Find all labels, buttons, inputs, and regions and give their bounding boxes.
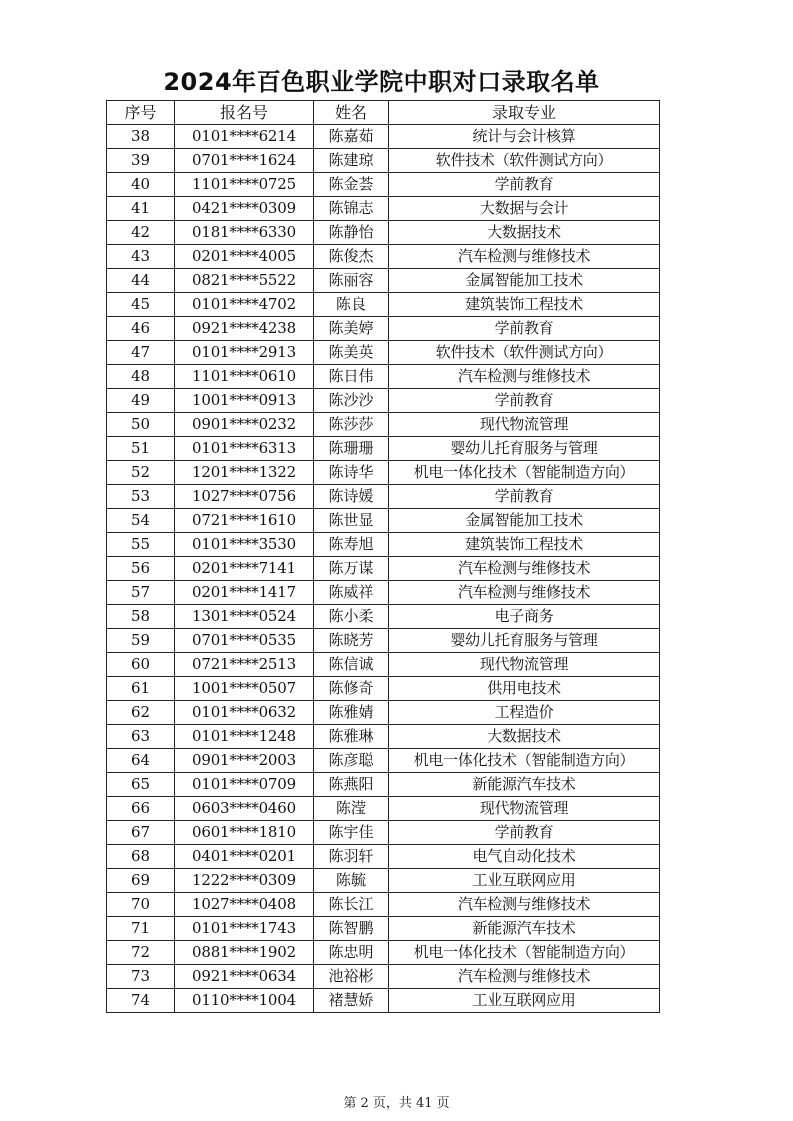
cell-name: 陈锦志 — [314, 197, 389, 221]
cell-regno: 0601****1810 — [175, 821, 314, 845]
cell-major: 汽车检测与维修技术 — [389, 557, 660, 581]
cell-seq: 53 — [107, 485, 175, 509]
cell-major: 学前教育 — [389, 389, 660, 413]
cell-major: 金属智能加工技术 — [389, 509, 660, 533]
cell-seq: 63 — [107, 725, 175, 749]
cell-regno: 0401****0201 — [175, 845, 314, 869]
table-row — [107, 941, 660, 965]
cell-regno: 0821****5522 — [175, 269, 314, 293]
cell-name: 陈彦聪 — [314, 749, 389, 773]
cell-regno: 0101****2913 — [175, 341, 314, 365]
table-row — [107, 773, 660, 797]
cell-regno: 1027****0756 — [175, 485, 314, 509]
cell-seq: 41 — [107, 197, 175, 221]
table-row — [107, 965, 660, 989]
cell-major: 大数据与会计 — [389, 197, 660, 221]
cell-regno: 0721****2513 — [175, 653, 314, 677]
cell-major: 建筑装饰工程技术 — [389, 293, 660, 317]
cell-major: 大数据技术 — [389, 725, 660, 749]
cell-major: 大数据技术 — [389, 221, 660, 245]
page-footer: 第 2 页，共 41 页 — [343, 1096, 450, 1111]
cell-seq: 47 — [107, 341, 175, 365]
table-row — [107, 605, 660, 629]
table-row — [107, 437, 660, 461]
table-row — [107, 725, 660, 749]
cell-regno: 0701****0535 — [175, 629, 314, 653]
table-row — [107, 485, 660, 509]
cell-regno: 1222****0309 — [175, 869, 314, 893]
cell-major: 婴幼儿托育服务与管理 — [389, 437, 660, 461]
cell-seq: 58 — [107, 605, 175, 629]
cell-name: 陈丽容 — [314, 269, 389, 293]
cell-major: 新能源汽车技术 — [389, 773, 660, 797]
cell-seq: 57 — [107, 581, 175, 605]
table-row — [107, 653, 660, 677]
cell-seq: 52 — [107, 461, 175, 485]
cell-major: 建筑装饰工程技术 — [389, 533, 660, 557]
cell-name: 陈日伟 — [314, 365, 389, 389]
cell-name: 陈燕阳 — [314, 773, 389, 797]
table-row — [107, 365, 660, 389]
cell-name: 陈万谋 — [314, 557, 389, 581]
table-row — [107, 173, 660, 197]
cell-regno: 1027****0408 — [175, 893, 314, 917]
table-row — [107, 989, 660, 1013]
cell-regno: 0721****1610 — [175, 509, 314, 533]
cell-seq: 38 — [107, 125, 175, 149]
cell-regno: 0701****1624 — [175, 149, 314, 173]
cell-major: 现代物流管理 — [389, 413, 660, 437]
cell-name: 陈寿旭 — [314, 533, 389, 557]
cell-major: 工业互联网应用 — [389, 989, 660, 1013]
cell-seq: 39 — [107, 149, 175, 173]
cell-seq: 54 — [107, 509, 175, 533]
cell-name: 陈滢 — [314, 797, 389, 821]
header-regno: 报名号 — [175, 101, 314, 125]
cell-name: 陈修奇 — [314, 677, 389, 701]
cell-major: 学前教育 — [389, 485, 660, 509]
cell-name: 陈雅琳 — [314, 725, 389, 749]
cell-regno: 0101****0709 — [175, 773, 314, 797]
cell-major: 汽车检测与维修技术 — [389, 245, 660, 269]
cell-regno: 0101****6313 — [175, 437, 314, 461]
table-row — [107, 677, 660, 701]
cell-seq: 55 — [107, 533, 175, 557]
cell-seq: 71 — [107, 917, 175, 941]
cell-name: 陈长江 — [314, 893, 389, 917]
cell-name: 陈诗媛 — [314, 485, 389, 509]
cell-regno: 0101****0632 — [175, 701, 314, 725]
cell-major: 机电一体化技术（智能制造方向） — [389, 461, 660, 485]
cell-name: 陈珊珊 — [314, 437, 389, 461]
cell-major: 汽车检测与维修技术 — [389, 965, 660, 989]
cell-regno: 0181****6330 — [175, 221, 314, 245]
cell-seq: 64 — [107, 749, 175, 773]
table-row — [107, 629, 660, 653]
table-row — [107, 749, 660, 773]
cell-name: 陈美英 — [314, 341, 389, 365]
cell-major: 汽车检测与维修技术 — [389, 365, 660, 389]
cell-name: 池裕彬 — [314, 965, 389, 989]
cell-seq: 40 — [107, 173, 175, 197]
cell-regno: 1101****0725 — [175, 173, 314, 197]
cell-seq: 56 — [107, 557, 175, 581]
cell-regno: 1201****1322 — [175, 461, 314, 485]
table-row — [107, 461, 660, 485]
cell-name: 褚慧娇 — [314, 989, 389, 1013]
cell-regno: 0921****4238 — [175, 317, 314, 341]
table-row — [107, 269, 660, 293]
table-row — [107, 533, 660, 557]
cell-name: 陈小柔 — [314, 605, 389, 629]
cell-major: 电气自动化技术 — [389, 845, 660, 869]
cell-name: 陈俊杰 — [314, 245, 389, 269]
cell-regno: 0421****0309 — [175, 197, 314, 221]
table-row — [107, 869, 660, 893]
cell-major: 新能源汽车技术 — [389, 917, 660, 941]
table-row — [107, 845, 660, 869]
cell-seq: 45 — [107, 293, 175, 317]
table-row — [107, 197, 660, 221]
cell-seq: 60 — [107, 653, 175, 677]
cell-major: 汽车检测与维修技术 — [389, 893, 660, 917]
cell-name: 陈宇佳 — [314, 821, 389, 845]
cell-major: 工业互联网应用 — [389, 869, 660, 893]
cell-regno: 0101****4702 — [175, 293, 314, 317]
table-row — [107, 341, 660, 365]
cell-major: 软件技术（软件测试方向） — [389, 341, 660, 365]
cell-major: 学前教育 — [389, 173, 660, 197]
table-row — [107, 893, 660, 917]
cell-name: 陈智鹏 — [314, 917, 389, 941]
cell-seq: 72 — [107, 941, 175, 965]
cell-seq: 73 — [107, 965, 175, 989]
cell-major: 现代物流管理 — [389, 797, 660, 821]
cell-regno: 0603****0460 — [175, 797, 314, 821]
cell-name: 陈良 — [314, 293, 389, 317]
cell-seq: 66 — [107, 797, 175, 821]
cell-regno: 0101****3530 — [175, 533, 314, 557]
cell-major: 婴幼儿托育服务与管理 — [389, 629, 660, 653]
cell-major: 机电一体化技术（智能制造方向） — [389, 941, 660, 965]
cell-regno: 1301****0524 — [175, 605, 314, 629]
cell-major: 供用电技术 — [389, 677, 660, 701]
table-row — [107, 557, 660, 581]
table-row — [107, 581, 660, 605]
cell-seq: 61 — [107, 677, 175, 701]
table-row — [107, 917, 660, 941]
header-name: 姓名 — [314, 101, 389, 125]
cell-name: 陈晓芳 — [314, 629, 389, 653]
cell-seq: 49 — [107, 389, 175, 413]
cell-name: 陈诗华 — [314, 461, 389, 485]
cell-major: 电子商务 — [389, 605, 660, 629]
table-row — [107, 221, 660, 245]
cell-seq: 44 — [107, 269, 175, 293]
cell-regno: 0101****6214 — [175, 125, 314, 149]
cell-name: 陈建琼 — [314, 149, 389, 173]
cell-seq: 59 — [107, 629, 175, 653]
table-row — [107, 293, 660, 317]
cell-regno: 0901****2003 — [175, 749, 314, 773]
cell-seq: 69 — [107, 869, 175, 893]
table-body — [107, 125, 660, 1013]
cell-major: 工程造价 — [389, 701, 660, 725]
admission-table — [106, 100, 660, 1013]
cell-regno: 0110****1004 — [175, 989, 314, 1013]
cell-name: 陈世显 — [314, 509, 389, 533]
cell-major: 机电一体化技术（智能制造方向） — [389, 749, 660, 773]
cell-name: 陈威祥 — [314, 581, 389, 605]
cell-name: 陈莎莎 — [314, 413, 389, 437]
cell-name: 陈雅婧 — [314, 701, 389, 725]
table-row — [107, 149, 660, 173]
table-row — [107, 797, 660, 821]
table-row — [107, 317, 660, 341]
cell-name: 陈沙沙 — [314, 389, 389, 413]
cell-seq: 51 — [107, 437, 175, 461]
cell-name: 陈金荟 — [314, 173, 389, 197]
table-row — [107, 821, 660, 845]
table-row — [107, 509, 660, 533]
cell-name: 陈羽轩 — [314, 845, 389, 869]
cell-regno: 0201****7141 — [175, 557, 314, 581]
cell-seq: 65 — [107, 773, 175, 797]
cell-seq: 68 — [107, 845, 175, 869]
cell-regno: 0101****1743 — [175, 917, 314, 941]
page-title: 2024年百色职业学院中职对口录取名单 — [163, 68, 600, 96]
cell-seq: 43 — [107, 245, 175, 269]
cell-seq: 42 — [107, 221, 175, 245]
cell-regno: 0201****4005 — [175, 245, 314, 269]
cell-seq: 46 — [107, 317, 175, 341]
cell-major: 金属智能加工技术 — [389, 269, 660, 293]
cell-regno: 1001****0913 — [175, 389, 314, 413]
cell-name: 陈毓 — [314, 869, 389, 893]
cell-regno: 0901****0232 — [175, 413, 314, 437]
cell-regno: 1101****0610 — [175, 365, 314, 389]
cell-seq: 70 — [107, 893, 175, 917]
cell-major: 学前教育 — [389, 317, 660, 341]
cell-name: 陈嘉茹 — [314, 125, 389, 149]
table-row — [107, 413, 660, 437]
table-row — [107, 389, 660, 413]
header-seq: 序号 — [107, 101, 175, 125]
cell-seq: 62 — [107, 701, 175, 725]
cell-seq: 74 — [107, 989, 175, 1013]
cell-major: 软件技术（软件测试方向） — [389, 149, 660, 173]
cell-seq: 48 — [107, 365, 175, 389]
cell-name: 陈美婷 — [314, 317, 389, 341]
table-row — [107, 245, 660, 269]
table-row — [107, 701, 660, 725]
header-major: 录取专业 — [389, 101, 660, 125]
cell-regno: 0101****1248 — [175, 725, 314, 749]
table-row — [107, 125, 660, 149]
table-header-row — [107, 101, 660, 125]
cell-major: 统计与会计核算 — [389, 125, 660, 149]
cell-seq: 67 — [107, 821, 175, 845]
cell-regno: 1001****0507 — [175, 677, 314, 701]
cell-name: 陈静怡 — [314, 221, 389, 245]
cell-name: 陈信诚 — [314, 653, 389, 677]
cell-major: 学前教育 — [389, 821, 660, 845]
cell-major: 汽车检测与维修技术 — [389, 581, 660, 605]
cell-name: 陈忠明 — [314, 941, 389, 965]
cell-regno: 0921****0634 — [175, 965, 314, 989]
cell-major: 现代物流管理 — [389, 653, 660, 677]
cell-regno: 0201****1417 — [175, 581, 314, 605]
cell-seq: 50 — [107, 413, 175, 437]
cell-regno: 0881****1902 — [175, 941, 314, 965]
